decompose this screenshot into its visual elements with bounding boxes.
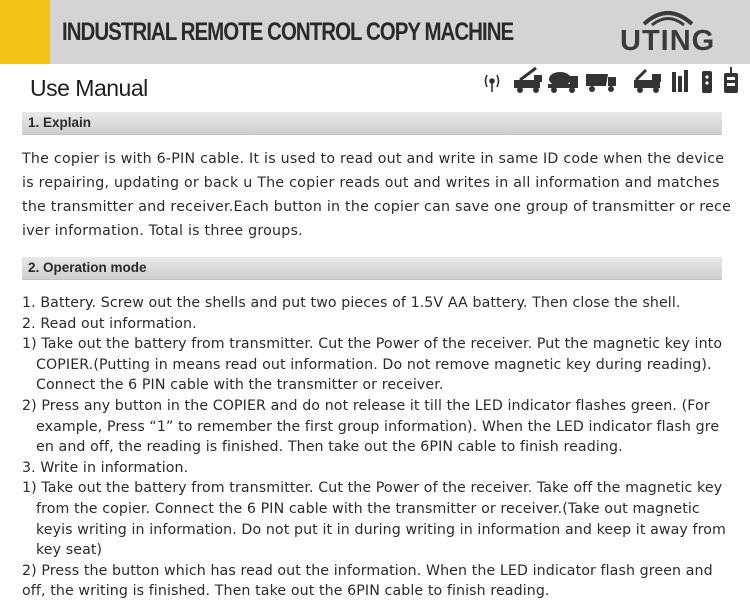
accent-block — [0, 0, 50, 64]
text-line: 2) Press the button which has read out the information. When the LED indicator flash green and — [22, 562, 713, 579]
text-line: 1) Take out the battery from transmitter. Cut the Power of the receiver. Take off the magnetic key — [22, 480, 723, 497]
text-line: 3. Write in information. — [22, 459, 189, 476]
section-header-operation — [22, 257, 722, 280]
text-line: off, the writing is finished. Then take out the 6PIN cable to finish reading. — [22, 583, 550, 600]
brand-logo — [618, 8, 728, 58]
text-line: The copier is with 6-PIN cable. It is used to read out and write in same ID code when the device — [22, 151, 725, 167]
excavator-icon — [672, 70, 688, 92]
remote-control-icon — [724, 67, 738, 93]
page-title: Use Manual — [30, 75, 148, 101]
mixer-truck-icon — [548, 72, 578, 93]
tow-truck-icon — [634, 70, 661, 93]
text-line: keyis writing in information. Do not put it in during writing in information and keep it away from — [36, 521, 726, 538]
text-line: the transmitter and receiver.Each button in the copier can save one group of transmitter or rece — [22, 199, 732, 215]
operation-paragraph — [22, 293, 747, 602]
vehicle-icon-strip — [484, 66, 748, 96]
section-heading: 2. Operation mode — [28, 260, 147, 275]
explain-paragraph — [22, 147, 747, 243]
text-line: is repairing, updating or back u The copier reads out and writes in all information and matches — [22, 175, 720, 191]
text-line: key seat) — [36, 542, 103, 559]
text-line: from the copier. Connect the 6 PIN cable with the transmitter or receiver.(Take out magnetic — [36, 500, 700, 517]
brand-name: UTING — [620, 25, 716, 57]
section-header-explain — [22, 112, 722, 135]
crane-truck-icon — [514, 68, 542, 93]
header-title: INDUSTRIAL REMOTE CONTROL COPY MACHINE — [62, 18, 514, 46]
text-line: Connect the 6 PIN cable with the transmitter or receiver. — [36, 377, 444, 394]
text-line: COPIER.(Putting in means read out information. Do not remove magnetic key during reading). — [36, 356, 712, 373]
text-line: 2. Read out information. — [22, 315, 197, 332]
text-line: iver information. Total is three groups. — [22, 223, 303, 239]
text-line: 1. Battery. Screw out the shells and put two pieces of 1.5V AA battery. Then close the shell. — [22, 295, 681, 311]
logo-arc-icon — [638, 8, 698, 26]
dump-truck-icon — [586, 74, 616, 92]
text-line: example, Press “1” to remember the first group information). When the LED indicator flash gre — [36, 418, 720, 435]
text-line: 2) Press any button in the COPIER and do not release it till the LED indicator flashes green. (For — [22, 397, 710, 414]
text-line: en and off, the reading is finished. Then take out the 6PIN cable to finish reading. — [36, 439, 623, 456]
remote-icon — [702, 71, 712, 93]
header-bar — [0, 0, 750, 64]
text-line: 1) Take out the battery from transmitter. Cut the Power of the receiver. Put the magnetic key into — [22, 336, 723, 353]
antenna-icon — [486, 75, 499, 92]
section-heading: 1. Explain — [28, 115, 92, 130]
